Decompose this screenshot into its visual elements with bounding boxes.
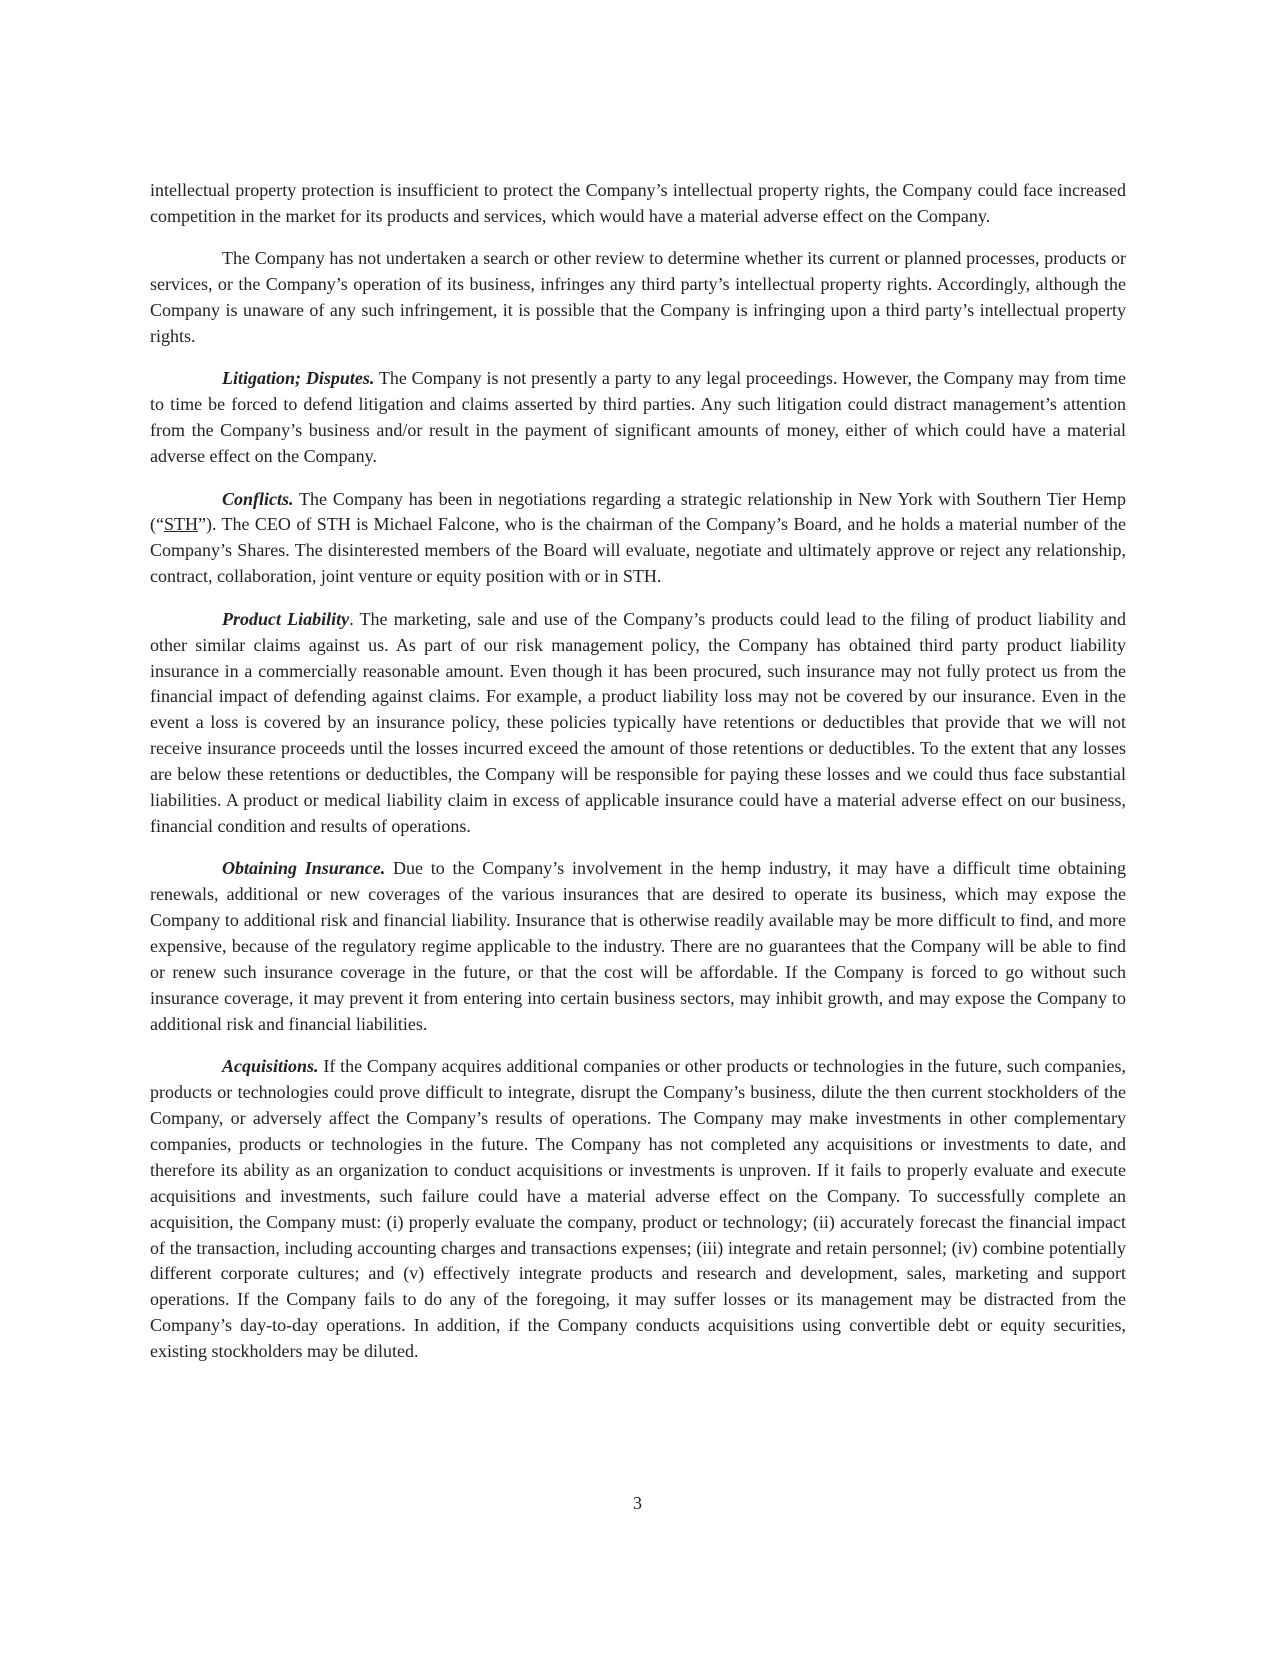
paragraph-obtaining-insurance	[150, 856, 1126, 1037]
section-heading-product-liability: Product Liability	[222, 608, 350, 629]
paragraph-ip-infringement	[150, 246, 1126, 350]
section-heading-litigation: Litigation; Disputes.	[222, 368, 375, 389]
paragraph-product-liability	[150, 607, 1126, 840]
paragraph-text: The Company has not undertaken a search or other review to determine whether its current or planned processes, products or services, or the Company’s operation of its business, infringes any third party’s intellectual property rights. Accordingly, although the Company is unaware of any such infringement, it is possible that the Company is infringing upon a third party’s intellectual property rights.	[150, 248, 1126, 347]
paragraph-conflicts	[150, 487, 1126, 591]
defined-term: STH	[163, 514, 198, 535]
section-heading-obtaining-insurance: Obtaining Insurance.	[222, 858, 386, 879]
paragraph-ip-continued	[150, 178, 1126, 230]
document-body	[150, 178, 1126, 1382]
paragraph-acquisitions	[150, 1054, 1126, 1365]
paragraph-text: The Company is not presently a party to any legal proceedings. However, the Company may from time to time be forced to defend litigation and claims asserted by third parties. Any such litigation could distract management’s attention from the Company’s business and/or result in the payment of significant amounts of money, either of which could have a material adverse effect on the Company.	[150, 368, 1127, 467]
paragraph-text: Due to the Company’s involvement in the hemp industry, it may have a difficult time obtaining renewals, additional or new coverages of the various insurances that are desired to operate its business, which may expose the Company to additional risk and financial liability. Insurance that is otherwise readily available may be more difficult to find, and more expensive, because of the regulatory regime applicable to the industry. There are no guarantees that the Company will be able to find or renew such insurance coverage in the future, or that the cost will be affordable. If the Company is forced to go without such insurance coverage, it may prevent it from entering into certain business sectors, may inhibit growth, and may expose the Company to additional risk and financial liabilities.	[150, 858, 1126, 1034]
page-number: 3	[633, 1493, 642, 1513]
paragraph-text: intellectual property protection is insufficient to protect the Company’s intellectual property rights, the Company could face increased competition in the market for its products and services, which would have a material adverse effect on the Company.	[150, 180, 1126, 226]
paragraph-text: The Company has been in negotiations regarding a strategic relationship in New York with Southern Tier Hemp (“	[150, 488, 1126, 535]
paragraph-text: ”). The CEO of STH is Michael Falcone, who is the chairman of the Company’s Board, and he holds a material number of the Company’s Shares. The disinterested members of the Board will evaluate, negotiate and ultimately approve or reject any relationship, contract, collaboration, joint venture or equity position with or in STH.	[150, 514, 1126, 587]
paragraph-text: . The marketing, sale and use of the Company’s products could lead to the filing of product liability and other similar claims against us. As part of our risk management policy, the Company has obtained third party product liability insurance in a commercially reasonable amount. Even though it has been procured, such insurance may not fully protect us from the financial impact of defending against claims. For example, a product liability loss may not be covered by our insurance. Even in the event a loss is covered by an insurance policy, these policies typically have retentions or deductibles that provide that we will not receive insurance proceeds until the losses incurred exceed the amount of those retentions or deductibles. To the extent that any losses are below these retentions or deductibles, the Company will be responsible for paying these losses and we could thus face substantial liabilities. A product or medical liability claim in excess of applicable insurance could have a material adverse effect on our business, financial condition and results of operations.	[150, 608, 1127, 836]
paragraph-text: If the Company acquires additional companies or other products or technologies in the future, such companies, products or technologies could prove difficult to integrate, disrupt the Company’s business, dilute the then current stockholders of the Company, or adversely affect the Company’s results of operations. The Company may make investments in other complementary companies, products or technologies in the future. The Company has not completed any acquisitions or investments to date, and therefore its ability as an organization to conduct acquisitions or investments is unproven. If it fails to properly evaluate and execute acquisitions and investments, such failure could have a material adverse effect on the Company. To successfully complete an acquisition, the Company must: (i) properly evaluate the company, product or technology; (ii) accurately forecast the financial impact of the transaction, including accounting charges and transactions expenses; (iii) integrate and retain personnel; (iv) combine potentially different corporate cultures; and (v) effectively integrate products and research and development, sales, marketing and support operations. If the Company fails to do any of the foregoing, it may suffer losses or its management may be distracted from the Company’s day-to-day operations. In addition, if the Company conducts acquisitions using convertible debt or equity securities, existing stockholders may be diluted.	[150, 1056, 1126, 1362]
section-heading-acquisitions: Acquisitions.	[222, 1056, 319, 1077]
paragraph-litigation	[150, 366, 1126, 470]
section-heading-conflicts: Conflicts.	[222, 488, 294, 509]
